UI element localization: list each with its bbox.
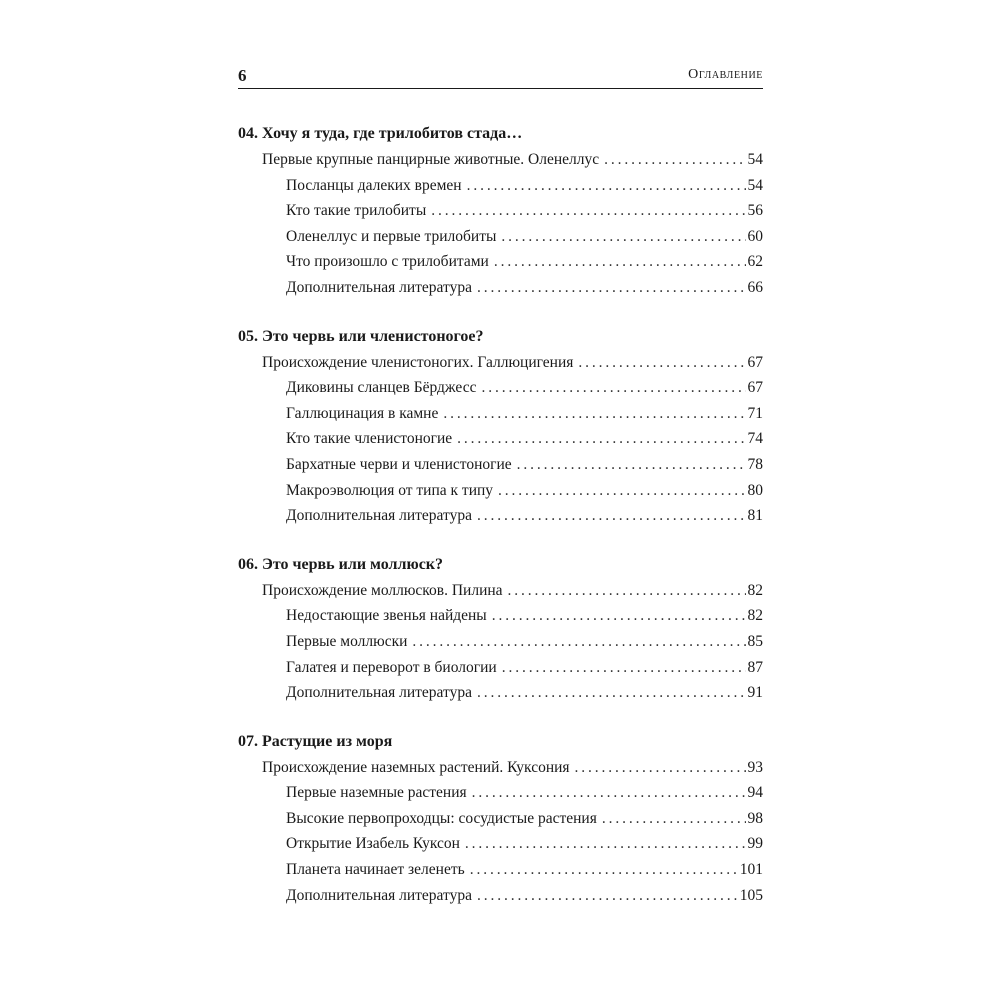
subsection-page: 101 — [739, 861, 763, 879]
section-page: 54 — [747, 151, 763, 168]
subsection-label: Галатея и переворот в биологии — [286, 658, 497, 676]
toc-chapter — [238, 121, 763, 301]
toc-chapter — [238, 552, 763, 706]
subsection-label: Диковины сланцев Бёрджесс — [286, 379, 477, 397]
dot-leader — [477, 275, 746, 301]
subsection-page: 54 — [747, 176, 763, 194]
toc-subsection-entry — [238, 883, 763, 909]
subsection-page: 74 — [747, 430, 763, 448]
toc-subsection-entry — [238, 173, 763, 199]
toc-subsection-entry — [238, 629, 763, 655]
subsection-label: Планета начинает зеленеть — [286, 861, 465, 879]
subsection-label: Кто такие членистоногие — [286, 430, 453, 448]
dot-leader — [467, 173, 746, 199]
toc-subsection-entry — [238, 503, 763, 529]
dot-leader — [575, 755, 746, 781]
section-label: Происхождение членистоногих. Галлюцигения — [262, 353, 574, 371]
section-page: 93 — [747, 758, 763, 776]
section-page: 82 — [747, 581, 763, 599]
subsection-label: Посланцы далеких времен — [286, 176, 462, 194]
toc-section-entry — [238, 147, 763, 173]
subsection-page: 91 — [747, 684, 763, 702]
toc-subsection-entry — [238, 198, 763, 224]
dot-leader — [494, 249, 746, 275]
toc-subsection-entry — [238, 224, 763, 250]
subsection-label: Первые моллюски — [286, 632, 408, 650]
subsection-label: Что произошло с трилобитами — [286, 253, 489, 271]
subsection-label: Высокие первопроходцы: сосудистые растения — [286, 809, 597, 827]
subsection-label: Дополнительная литература — [286, 507, 472, 525]
dot-leader — [602, 806, 746, 832]
toc-section-entry — [238, 755, 763, 781]
page-number: 6 — [238, 66, 247, 85]
section-label: Происхождение наземных растений. Куксония — [262, 758, 570, 776]
subsection-page: 80 — [747, 481, 763, 499]
toc-subsection-entry — [238, 401, 763, 427]
section-label: Первые крупные панцирные животные. Оленеллус — [262, 151, 600, 168]
toc-section-entry — [238, 578, 763, 604]
toc-subsection-entry — [238, 680, 763, 706]
dot-leader — [472, 780, 746, 806]
toc-subsection-entry — [238, 806, 763, 832]
dot-leader — [470, 857, 738, 883]
chapter-title: 07. Растущие из моря — [238, 732, 393, 750]
subsection-page: 87 — [747, 658, 763, 676]
subsection-label: Дополнительная литература — [286, 278, 472, 296]
subsection-page: 82 — [747, 607, 763, 625]
subsection-page: 99 — [747, 835, 763, 853]
dot-leader — [578, 350, 745, 376]
running-title: Оглавление — [688, 67, 763, 82]
subsection-page: 94 — [747, 784, 763, 802]
dot-leader — [477, 503, 746, 529]
subsection-label: Макроэволюция от типа к типу — [286, 481, 494, 499]
toc-subsection-entry — [238, 275, 763, 301]
chapter-title: 04. Хочу я туда, где трилобитов стада… — [238, 125, 523, 142]
subsection-label: Дополнительная литература — [286, 684, 472, 702]
toc-subsection-entry — [238, 478, 763, 504]
toc-subsection-entry — [238, 831, 763, 857]
subsection-label: Недостающие звенья найдены — [286, 607, 487, 625]
dot-leader — [604, 147, 745, 173]
dot-leader — [492, 603, 746, 629]
toc-subsection-entry — [238, 655, 763, 681]
running-head — [238, 64, 763, 89]
subsection-page: 98 — [747, 809, 763, 827]
subsection-label: Открытие Изабель Куксон — [286, 835, 460, 853]
dot-leader — [477, 883, 738, 909]
subsection-page: 71 — [747, 404, 763, 422]
subsection-page: 66 — [747, 278, 763, 296]
toc-section-entry — [238, 350, 763, 376]
subsection-label: Бархатные черви и членистоногие — [286, 455, 512, 473]
dot-leader — [457, 426, 745, 452]
dot-leader — [517, 452, 746, 478]
toc-subsection-entry — [238, 603, 763, 629]
toc-subsection-entry — [238, 857, 763, 883]
subsection-label: Первые наземные растения — [286, 784, 467, 802]
chapter-title: 05. Это червь или членистоногое? — [238, 327, 484, 345]
subsection-label: Оленеллус и первые трилобиты — [286, 227, 497, 245]
dot-leader — [477, 680, 746, 706]
toc-subsection-entry — [238, 780, 763, 806]
dot-leader — [498, 478, 745, 504]
toc-subsection-entry — [238, 452, 763, 478]
subsection-label: Галлюцинация в камне — [286, 404, 439, 422]
dot-leader — [508, 578, 746, 604]
dot-leader — [431, 198, 745, 224]
subsection-page: 81 — [747, 507, 763, 525]
dot-leader — [443, 401, 745, 427]
chapter-title: 06. Это червь или моллюск? — [238, 555, 444, 573]
toc-subsection-entry — [238, 375, 763, 401]
dot-leader — [502, 655, 746, 681]
book-page — [238, 64, 763, 931]
section-label: Происхождение моллюсков. Пилина — [262, 581, 503, 599]
dot-leader — [465, 831, 746, 857]
dot-leader — [501, 224, 745, 250]
toc-chapter — [238, 729, 763, 909]
toc-subsection-entry — [238, 249, 763, 275]
subsection-label: Дополнительная литература — [286, 886, 472, 904]
dot-leader — [481, 375, 745, 401]
dot-leader — [412, 629, 745, 655]
subsection-page: 60 — [747, 227, 763, 245]
subsection-page: 85 — [747, 632, 763, 650]
toc-chapter — [238, 324, 763, 529]
subsection-page: 105 — [739, 886, 763, 904]
subsection-page: 67 — [747, 379, 763, 397]
subsection-page: 78 — [747, 455, 763, 473]
section-page: 67 — [747, 353, 763, 371]
subsection-label: Кто такие трилобиты — [286, 202, 427, 220]
subsection-page: 56 — [747, 202, 763, 220]
toc-subsection-entry — [238, 426, 763, 452]
table-of-contents — [238, 121, 763, 908]
subsection-page: 62 — [747, 253, 763, 271]
